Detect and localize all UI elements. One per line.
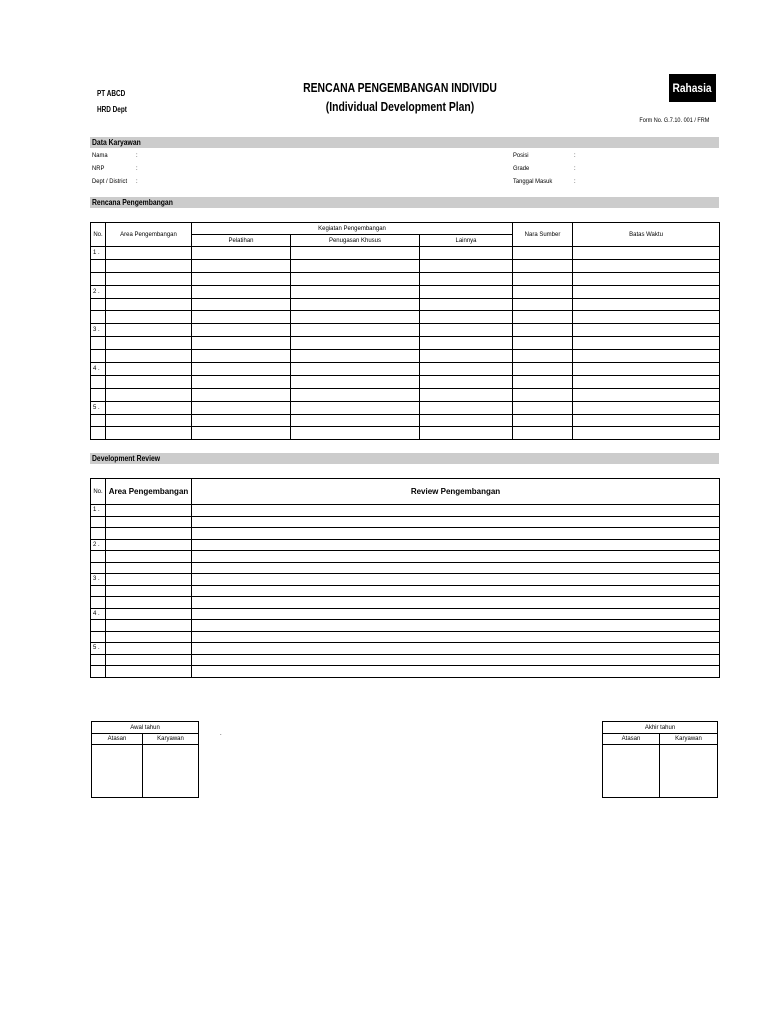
table-cell[interactable] [192, 666, 720, 678]
table-cell[interactable] [291, 375, 420, 388]
table-cell[interactable] [106, 259, 192, 272]
table-cell[interactable] [291, 298, 420, 311]
table-cell[interactable] [106, 401, 192, 414]
table-cell[interactable] [573, 350, 720, 363]
title-line-2: (Individual Development Plan) [325, 99, 475, 114]
table-cell[interactable] [106, 585, 192, 597]
signature-awal-tahun [91, 721, 199, 798]
table-row [91, 272, 720, 285]
table-cell[interactable] [420, 311, 513, 324]
table-cell[interactable] [106, 363, 192, 376]
row-number-cell: 4 . [91, 363, 106, 376]
row-number-cell: 1 . [91, 505, 106, 517]
table-cell[interactable] [573, 414, 720, 427]
table-cell[interactable] [513, 350, 573, 363]
signature-awal-atasan-box[interactable] [92, 745, 143, 798]
table-cell[interactable] [106, 528, 192, 540]
table-cell[interactable] [513, 427, 573, 440]
table-cell[interactable] [106, 597, 192, 609]
section-review-title: Development Review [92, 454, 161, 463]
field-grade-colon: : [574, 165, 576, 172]
table-cell[interactable] [573, 272, 720, 285]
review-table [90, 478, 720, 678]
table-row [91, 259, 720, 272]
table-cell[interactable] [192, 654, 720, 666]
table-row [91, 608, 720, 620]
table-cell[interactable] [106, 324, 192, 337]
table-cell[interactable] [573, 427, 720, 440]
table-cell[interactable] [513, 414, 573, 427]
table-row [91, 574, 720, 586]
row-number-cell: 5 . [91, 401, 106, 414]
table-cell[interactable] [106, 298, 192, 311]
review-col-header-review: Review Pengembangan [192, 479, 720, 505]
table-cell[interactable] [192, 608, 720, 620]
section-rencana-pengembangan [90, 197, 719, 208]
table-row [91, 528, 720, 540]
row-number-cell [91, 551, 106, 563]
document-title [280, 78, 520, 116]
field-dept-colon: : [136, 178, 138, 185]
table-cell[interactable] [106, 350, 192, 363]
row-number-cell [91, 528, 106, 540]
table-cell[interactable] [192, 272, 291, 285]
table-row [91, 654, 720, 666]
table-cell[interactable] [192, 643, 720, 655]
table-cell[interactable] [192, 375, 291, 388]
table-cell[interactable] [291, 401, 420, 414]
review-col-header-area: Area Pengembangan [106, 479, 192, 505]
field-nrp-colon: : [136, 165, 138, 172]
table-cell[interactable] [291, 427, 420, 440]
row-number-cell [91, 298, 106, 311]
table-cell[interactable] [106, 620, 192, 632]
table-cell[interactable] [106, 311, 192, 324]
row-number-cell: 1 . [91, 247, 106, 260]
row-number-cell [91, 427, 106, 440]
table-cell[interactable] [573, 363, 720, 376]
row-number-cell [91, 259, 106, 272]
row-number-cell [91, 388, 106, 401]
table-cell[interactable] [420, 324, 513, 337]
table-cell[interactable] [573, 298, 720, 311]
signature-awal-title: Awal tahun [92, 722, 199, 734]
signature-akhir-title: Akhir tahun [603, 722, 718, 734]
table-cell[interactable] [513, 272, 573, 285]
table-cell[interactable] [291, 337, 420, 350]
signature-akhir-atasan-box[interactable] [603, 745, 660, 798]
table-cell[interactable] [420, 337, 513, 350]
table-cell[interactable] [192, 285, 291, 298]
table-cell[interactable] [513, 324, 573, 337]
table-cell[interactable] [513, 337, 573, 350]
table-cell[interactable] [573, 401, 720, 414]
table-cell[interactable] [192, 247, 291, 260]
rencana-table [90, 222, 720, 440]
table-cell[interactable] [573, 324, 720, 337]
table-cell[interactable] [513, 363, 573, 376]
table-cell[interactable] [291, 388, 420, 401]
row-number-cell [91, 620, 106, 632]
field-tanggal-masuk-label: Tanggal Masuk [513, 178, 553, 185]
table-cell[interactable] [192, 620, 720, 632]
col-header-lainnya: Lainnya [420, 235, 513, 247]
table-cell[interactable] [291, 272, 420, 285]
row-number-cell: 2 . [91, 285, 106, 298]
table-cell[interactable] [106, 643, 192, 655]
table-row [91, 350, 720, 363]
table-cell[interactable] [573, 337, 720, 350]
col-header-penugasan: Penugasan Khusus [291, 235, 420, 247]
table-cell[interactable] [291, 350, 420, 363]
table-cell[interactable] [106, 247, 192, 260]
signature-awal-karyawan-box[interactable] [143, 745, 199, 798]
field-posisi-colon: : [574, 152, 576, 159]
table-cell[interactable] [420, 388, 513, 401]
table-cell[interactable] [192, 427, 291, 440]
table-row [91, 620, 720, 632]
field-dept-label: Dept / District [92, 178, 128, 185]
company-name: PT ABCD [97, 89, 126, 98]
table-cell[interactable] [513, 259, 573, 272]
table-cell[interactable] [291, 414, 420, 427]
table-cell[interactable] [106, 516, 192, 528]
confidential-badge-label: Rahasia [672, 81, 713, 95]
table-cell[interactable] [420, 375, 513, 388]
row-number-cell: 3 . [91, 574, 106, 586]
row-number-cell [91, 414, 106, 427]
table-cell[interactable] [106, 285, 192, 298]
table-cell[interactable] [192, 516, 720, 528]
field-tanggal-masuk-colon: : [574, 178, 576, 185]
table-cell[interactable] [420, 259, 513, 272]
table-row [91, 631, 720, 643]
table-cell[interactable] [106, 574, 192, 586]
table-row [91, 427, 720, 440]
table-cell[interactable] [192, 528, 720, 540]
signature-akhir-tahun [602, 721, 718, 798]
table-row [91, 388, 720, 401]
table-row [91, 597, 720, 609]
title-line-1: RENCANA PENGEMBANGAN INDIVIDU [303, 80, 497, 95]
department-name: HRD Dept [97, 105, 127, 114]
table-cell[interactable] [420, 414, 513, 427]
table-cell[interactable] [106, 505, 192, 517]
table-cell[interactable] [291, 311, 420, 324]
table-cell[interactable] [513, 311, 573, 324]
table-cell[interactable] [573, 285, 720, 298]
signature-akhir-karyawan-box[interactable] [660, 745, 718, 798]
table-cell[interactable] [192, 631, 720, 643]
table-row [91, 247, 720, 260]
table-cell[interactable] [192, 298, 291, 311]
table-cell[interactable] [192, 539, 720, 551]
review-col-header-no: No. [91, 479, 106, 505]
table-row [91, 643, 720, 655]
table-cell[interactable] [192, 401, 291, 414]
table-cell[interactable] [513, 298, 573, 311]
table-row [91, 311, 720, 324]
table-cell[interactable] [192, 597, 720, 609]
table-cell[interactable] [513, 247, 573, 260]
row-number-cell [91, 666, 106, 678]
row-number-cell [91, 562, 106, 574]
table-cell[interactable] [420, 272, 513, 285]
table-cell[interactable] [513, 285, 573, 298]
table-row [91, 516, 720, 528]
col-header-pelatihan: Pelatihan [192, 235, 291, 247]
table-cell[interactable] [106, 539, 192, 551]
table-cell[interactable] [513, 375, 573, 388]
table-cell[interactable] [106, 272, 192, 285]
table-cell[interactable] [192, 311, 291, 324]
row-number-cell: 2 . [91, 539, 106, 551]
row-number-cell [91, 311, 106, 324]
table-row [91, 298, 720, 311]
table-cell[interactable] [573, 259, 720, 272]
row-number-cell [91, 597, 106, 609]
signature-akhir-atasan-label: Atasan [603, 734, 660, 745]
signature-awal-karyawan-label: Karyawan [143, 734, 199, 745]
table-row [91, 363, 720, 376]
company-block [97, 86, 127, 118]
signature-awal-atasan-label: Atasan [92, 734, 143, 745]
row-number-cell [91, 272, 106, 285]
table-cell[interactable] [573, 388, 720, 401]
form-number: Form No. G.7.10. 001 / FRM [638, 117, 709, 124]
table-cell[interactable] [513, 388, 573, 401]
table-cell[interactable] [420, 298, 513, 311]
middle-dot: . [220, 731, 222, 737]
table-cell[interactable] [106, 414, 192, 427]
confidential-badge [669, 74, 716, 102]
table-cell[interactable] [573, 247, 720, 260]
row-number-cell [91, 375, 106, 388]
row-number-cell [91, 350, 106, 363]
table-cell[interactable] [106, 654, 192, 666]
col-header-no: No. [91, 223, 106, 247]
row-number-cell [91, 654, 106, 666]
table-cell[interactable] [291, 259, 420, 272]
table-cell[interactable] [513, 401, 573, 414]
table-row [91, 414, 720, 427]
table-cell[interactable] [420, 247, 513, 260]
field-nama-colon: : [136, 152, 138, 159]
table-cell[interactable] [192, 337, 291, 350]
table-row [91, 562, 720, 574]
table-cell[interactable] [192, 562, 720, 574]
table-cell[interactable] [106, 427, 192, 440]
table-cell[interactable] [192, 324, 291, 337]
table-cell[interactable] [192, 551, 720, 563]
table-cell[interactable] [106, 551, 192, 563]
table-cell[interactable] [192, 505, 720, 517]
table-cell[interactable] [106, 337, 192, 350]
table-cell[interactable] [291, 324, 420, 337]
col-header-area: Area Pengembangan [106, 223, 192, 247]
row-number-cell: 5 . [91, 643, 106, 655]
table-cell[interactable] [420, 427, 513, 440]
signature-akhir-karyawan-label: Karyawan [660, 734, 718, 745]
table-row [91, 324, 720, 337]
table-cell[interactable] [192, 259, 291, 272]
row-number-cell [91, 516, 106, 528]
field-grade-label: Grade [513, 165, 530, 172]
table-row [91, 337, 720, 350]
table-row [91, 539, 720, 551]
table-cell[interactable] [192, 574, 720, 586]
table-cell[interactable] [420, 401, 513, 414]
table-cell[interactable] [106, 631, 192, 643]
table-cell[interactable] [192, 363, 291, 376]
table-cell[interactable] [291, 247, 420, 260]
row-number-cell [91, 585, 106, 597]
table-row [91, 551, 720, 563]
table-cell[interactable] [106, 562, 192, 574]
table-cell[interactable] [420, 363, 513, 376]
section-data-karyawan-title: Data Karyawan [92, 138, 141, 147]
col-header-kegiatan: Kegiatan Pengembangan [192, 223, 513, 235]
col-header-batas-waktu: Batas Waktu [573, 223, 720, 247]
table-row [91, 375, 720, 388]
row-number-cell [91, 337, 106, 350]
field-nrp-label: NRP [92, 165, 105, 172]
table-cell[interactable] [192, 350, 291, 363]
table-cell[interactable] [192, 388, 291, 401]
table-row [91, 505, 720, 517]
field-nama-label: Nama [92, 152, 108, 159]
table-cell[interactable] [106, 608, 192, 620]
table-cell[interactable] [291, 363, 420, 376]
table-cell[interactable] [420, 350, 513, 363]
section-data-karyawan [90, 137, 719, 148]
section-rencana-title: Rencana Pengembangan [92, 198, 173, 207]
row-number-cell: 3 . [91, 324, 106, 337]
table-cell[interactable] [106, 666, 192, 678]
row-number-cell [91, 631, 106, 643]
table-cell[interactable] [420, 285, 513, 298]
table-cell[interactable] [192, 414, 291, 427]
table-cell[interactable] [106, 375, 192, 388]
table-row [91, 585, 720, 597]
table-cell[interactable] [573, 375, 720, 388]
table-cell[interactable] [106, 388, 192, 401]
col-header-nara-sumber: Nara Sumber [513, 223, 573, 247]
row-number-cell: 4 . [91, 608, 106, 620]
table-cell[interactable] [291, 285, 420, 298]
field-posisi-label: Posisi [513, 152, 529, 159]
table-row [91, 401, 720, 414]
table-cell[interactable] [573, 311, 720, 324]
table-row [91, 666, 720, 678]
table-row [91, 285, 720, 298]
section-development-review [90, 453, 719, 464]
table-cell[interactable] [192, 585, 720, 597]
